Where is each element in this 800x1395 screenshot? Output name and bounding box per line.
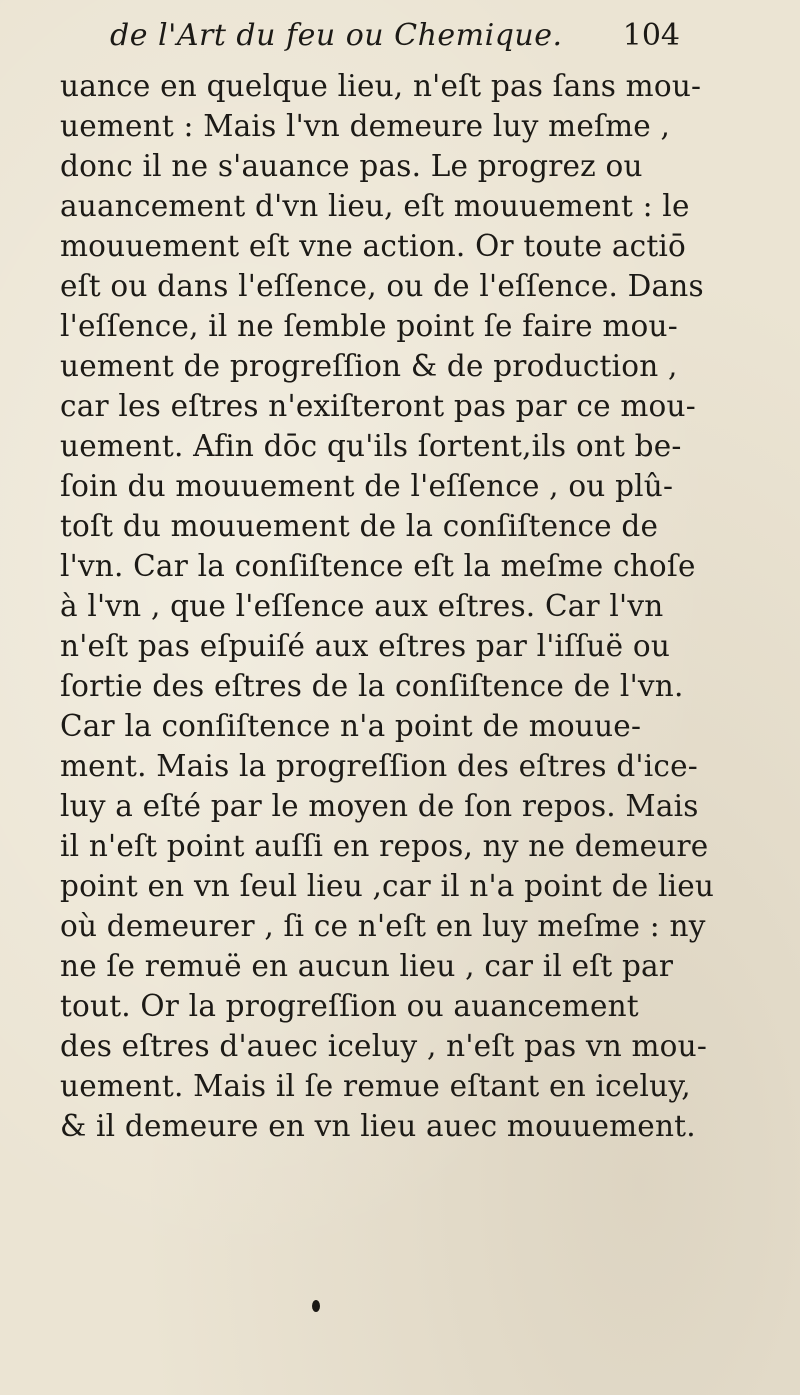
text-line: uement : Mais l'vn demeure luy meſme , — [60, 109, 671, 143]
text-line: Car la conſiſtence n'a point de mouue- — [60, 709, 642, 743]
text-line: tout. Or la progreſſion ou auancement — [60, 989, 639, 1023]
running-title: de l'Art du feu ou Chemique. — [110, 18, 563, 53]
text-line: & il demeure en vn lieu auec mouuement. — [60, 1109, 696, 1143]
running-head — [110, 14, 680, 60]
text-line: uement. Afin dōc qu'ils ſortent,ils ont be- — [60, 429, 682, 463]
text-line: ne ſe remuë en aucun lieu , car il eſt par — [60, 949, 674, 983]
text-line: n'eſt pas eſpuiſé aux eſtres par l'iſſuë ou — [60, 629, 671, 663]
text-line: des eſtres d'auec iceluy , n'eſt pas vn mou- — [60, 1029, 707, 1063]
text-line: car les eſtres n'exiſteront pas par ce mou- — [60, 389, 696, 423]
text-line: l'eſſence, il ne ſemble point ſe faire mou- — [60, 309, 678, 343]
text-line: uement. Mais il ſe remue eſtant en iceluy, — [60, 1069, 691, 1103]
text-line: ſortie des eſtres de la conſiſtence de l'vn. — [60, 669, 684, 703]
text-line: uance en quelque lieu, n'eſt pas ſans mou- — [60, 69, 702, 103]
text-line: uement de progreſſion & de production , — [60, 349, 678, 383]
text-line: à l'vn , que l'eſſence aux eſtres. Car l'vn — [60, 589, 664, 623]
text-line: auancement d'vn lieu, eſt mouuement : le — [60, 189, 690, 223]
text-line: ſoin du mouuement de l'eſſence , ou plû- — [60, 469, 674, 503]
page-number: 104 — [622, 18, 680, 53]
text-line: mouuement eſt vne action. Or toute actiō — [60, 229, 687, 263]
text-line: luy a eſté par le moyen de ſon repos. Mais — [60, 789, 699, 823]
text-line: donc il ne s'auance pas. Le progrez ou — [60, 149, 643, 183]
text-line: ment. Mais la progreſſion des eſtres d'ice- — [60, 749, 698, 783]
text-line: point en vn ſeul lieu ,car il n'a point de lieu — [60, 869, 715, 903]
body-text — [60, 66, 750, 1146]
text-line: il n'eſt point auſſi en repos, ny ne demeure — [60, 829, 709, 863]
ink-dot-ornament — [312, 1300, 320, 1312]
text-line: eſt ou dans l'eſſence, ou de l'eſſence. Dans — [60, 269, 704, 303]
text-line: l'vn. Car la conſiſtence eſt la meſme choſe — [60, 549, 696, 583]
text-line: où demeurer , ſi ce n'eſt en luy meſme : ny — [60, 909, 706, 943]
text-line: toſt du mouuement de la conſiſtence de — [60, 509, 659, 543]
